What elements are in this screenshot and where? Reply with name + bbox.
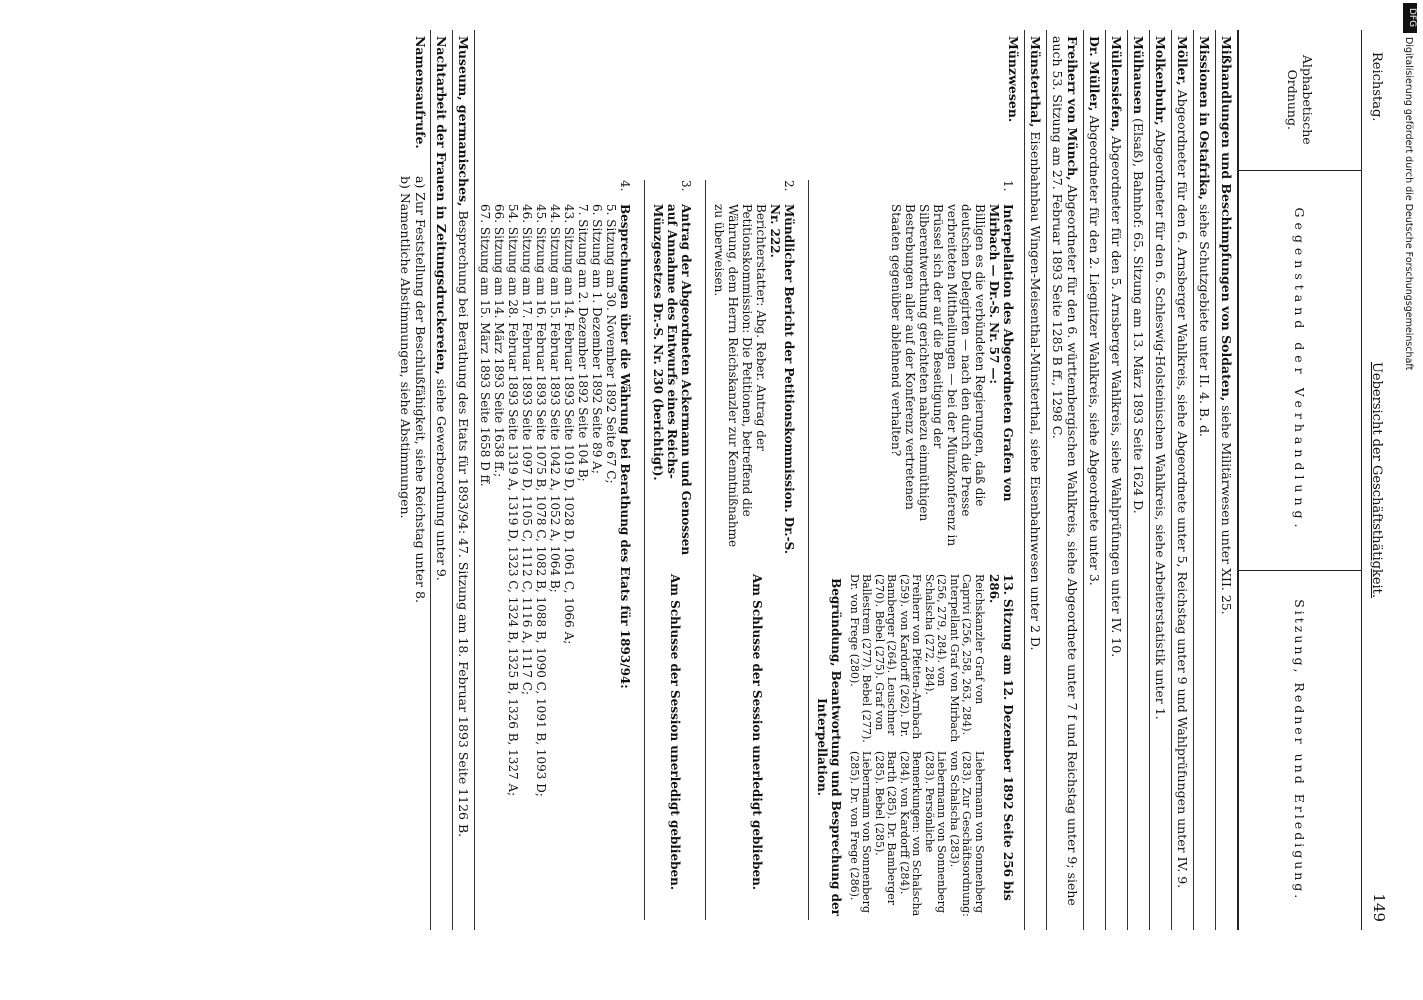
entry-key: Missionen in Ostafrika,	[1197, 36, 1212, 201]
entry-row	[431, 30, 453, 930]
entry-row	[1172, 30, 1194, 930]
entry-row	[1194, 30, 1216, 930]
sub-entry-a: a) Zur Feststellung der Beschlußfähigkeit, siehe Reichstag unter 8.	[413, 176, 429, 603]
outcome: Begründung, Beantwortung und Besprechung der Interpellation.	[815, 578, 844, 916]
dfg-logo: DFG	[1403, 3, 1417, 33]
list-item: 67. Sitzung am 15. März 1893 Seite 1658 D ff.	[478, 204, 493, 487]
entry-text: (Elsaß), Bahnhof: 65. Sitzung am 13. März 1893 Seite 1624 D.	[1131, 118, 1146, 514]
dfg-credit: Digitalisierung gefördert durch die Deutsche Forschungsgemeinschaft	[1403, 37, 1414, 371]
session-list	[479, 204, 619, 797]
list-item: 7. Sitzung am 2. Dezember 1892 Seite 104 B;	[576, 204, 591, 482]
entry-text: Abgeordneter für den 2. Liegnitzer Wahlkreis, siehe Abgeordnete unter 3.	[1087, 115, 1102, 586]
entry-text: Eisenbahnbau Wingen-Meisenthal-Münsterthal, siehe Eisenbahnwesen unter 2 D.	[1028, 131, 1043, 651]
entry-key: Nachtarbeit der Frauen in Zeitungsdruckereien,	[434, 36, 450, 375]
header-left: Reichstag.	[1369, 52, 1384, 122]
list-item: 44. Sitzung am 15. Februar 1893 Seite 1042 A, 1052 A, 1064 B;	[548, 204, 563, 593]
entry-key: Müllensiefen,	[1109, 36, 1124, 132]
muenzwesen-body	[475, 170, 1025, 930]
entry-text: Abgeordneter für den 6. Schleswig-Holsteinischen Wahlkreis, siehe Arbeiterstatistik unter 1.	[1153, 129, 1168, 720]
entry-row	[1106, 30, 1128, 930]
entry-row	[1128, 30, 1150, 930]
divider	[809, 180, 810, 920]
divider	[645, 180, 646, 920]
entry-text: Abgeordneter für den 6. württembergischen Wahlkreis, siehe Abgeordnete unter 7 f und Reichstag unter 9; siehe auch 53. Sitzung am 27. Februar 1893 Seite 1285 B ff., 1298 C.	[1050, 36, 1080, 906]
entry-key: Mißhandlungen und Beschimpfungen von Soldaten,	[1219, 36, 1234, 402]
interpellation-body: Billigen es die verbündeten Regierungen, daß die deutschen Delegirten — nach den durch die Presse verbreiteten Mittheilungen — bei der Münzkonferenz in Brüssel sich der auf die Beseitigung der Silberentwerthung gerichteten nahezu einmüthigen Bestrebungen aller auf der Konferenz vertretenen Staaten gegenüber ablehnend verhalten?	[889, 204, 987, 547]
entry-text: Besprechung bei Berathung des Etats für 1893/94: 47. Sitzung am 18. Februar 1893 Seite 1126 B.	[456, 210, 472, 838]
discussion-title: Besprechungen über die Währung bei Berathung des Etats für 1893/94:	[618, 204, 633, 689]
entry-row	[453, 30, 475, 930]
column-header-subject: Gegenstand der Verhandlung.	[1238, 170, 1361, 570]
page-header	[1361, 30, 1388, 930]
speakers-right: Liebermann von Sonnenberg (283). Zur Geschäftsordnung: von Schalscha (283). Liebermann von Sonnenberg (283). Persönliche Bemerkungen: von Schalscha (284). von Kardorff (284). Barth (285). Dr. Bamberger (285). Bebel (285). Liebermann von Sonnenberg (285). Dr. von Frege (286).	[848, 751, 986, 917]
muenzwesen-block	[475, 30, 1025, 930]
session-ref: 13. Sitzung am 12. Dezember 1892 Seite 256 bis 286.	[987, 574, 1015, 901]
entry-text: Abgeordneter für den 5. Arnsberger Wahlkreis, siehe Wahlprüfungen unter IV. 10.	[1109, 135, 1124, 658]
dfg-stamp	[1403, 3, 1417, 997]
entry-key: Museum, germanisches,	[456, 36, 472, 207]
muenzwesen-key-cell	[475, 30, 1025, 170]
column-header-alphabetic: Alphabetische Ordnung.	[1238, 30, 1361, 170]
list-item: 5. Sitzung am 30. November 1892 Seite 67 C;	[604, 204, 619, 484]
entry-key: Münzwesen.	[1006, 36, 1021, 123]
entry-text: Abgeordneter für den 6. Arnsberger Wahlkreis, siehe Abgeordnete unter 5, Reichstag unter 9 und Wahlprüfungen unter IV. 9.	[1175, 89, 1190, 889]
entry-key: Dr. Müller,	[1087, 36, 1102, 112]
speakers-left: Reichskanzler Graf von Caprivi (256, 258, 263, 284). Interpellant Graf von Mirbach (256, 279, 284). von Schalscha (272, 284). Freiherr von Pfetten-Arnbach (259). von Kardorff (262). Dr. Bamberger (264). Leuschner (270). Bebel (275). Graf von Ballestrem (277). Bebel (277). Dr. von Frege (280).	[848, 574, 986, 743]
entry-row	[1084, 30, 1106, 930]
entry-key: Molkenbuhr,	[1153, 36, 1168, 126]
entry-key: Münsterthal,	[1028, 36, 1043, 128]
entry-text: siehe Militärwesen unter XII. 25.	[1219, 405, 1234, 615]
column-header-row	[1238, 30, 1361, 930]
muenz-item-3: 3. Antrag der Abgeordneten Ackermann und Genossen auf Annahme des Entwurfs eines Reichs-Münzgesetzes Dr.-S. Nr. 230 (berichtigt). Am Schlusse der Session unerledigt geblieben.	[651, 180, 694, 891]
divider	[706, 180, 707, 920]
list-item: 46. Sitzung am 17. Februar 1893 Seite 1097 D, 1105 C, 1112 C, 1116 A, 1117 C;	[520, 204, 535, 696]
entry-row	[1216, 30, 1239, 930]
outcome: Am Schlusse der Session unerledigt geblieben.	[668, 574, 683, 891]
report-body: Berichterstatter: Abg. Reber. Antrag der Petitionskommission: Die Petitionen, betreffend die Währung, dem Herrn Reichskanzler zur Kenntnißnahme zu überweisen.	[712, 204, 769, 548]
list-item: 43. Sitzung am 14. Februar 1893 Seite 1019 D, 1028 D, 1061 C, 1066 A;	[562, 204, 577, 645]
outcome: Am Schlusse der Session unerledigt geblieben.	[750, 574, 765, 891]
muenz-item-2: 2. Mündlicher Bericht der Petitionskommission. Dr.-S. Nr. 222. Berichterstatter: Abg. Reber. Antrag der Petitionskommission: Die Petitionen, betreffend die Währung, dem Herrn Reichskanzler zur Kenntnißnahme zu überweisen. Am Schlusse der Session unerledigt geblieben.	[712, 180, 797, 891]
entry-key: Namensaufrufe.	[413, 36, 429, 149]
column-header-session: Sitzung, Redner und Erledigung.	[1238, 570, 1361, 930]
report-title: Mündlicher Bericht der Petitionskommission. Dr.-S. Nr. 222.	[768, 204, 797, 554]
muenz-item-1: 1. Interpellation des Abgeordneten Grafen von Mirbach — Dr.-S. Nr. 57 —: Billigen es die verbündeten Regierungen, daß die deutschen Delegirten — nach den durch die Presse verbreiteten Mittheilungen — bei der Münzkonferenz in Brüssel sich der auf die Beseitigung der Silberentwerthung gerichteten nahezu einmüthigen Bestrebungen aller auf der Konferenz vertretenen Staaten gegenüber ablehnend verhalten? 13. Sitzung am 12. Dezember 1892 Seite 256 bis 286. Reichskanzler Graf von Caprivi (256, 258, 263, 284). Interpellant Graf von Mirbach (256, 279, 284). von Schalscha (272, 284). Freiherr von Pfetten-Arnbach (259). von Kardorff (262). Dr. Bamberger (264). Leuschner (270). Bebel (275). Graf von Ballestrem (277). Bebel (277). Dr. von Frege (280). Liebermann von Sonnenberg (283). Zur Geschäftsordnung: von Schalscha (283). Liebermann von Sonnenberg (283). Persönliche Bemerkungen: von Schalscha (284). von Kardorff (284). Barth (285). Dr. Bamberger (285). Bebel (285). Liebermann von Sonnenberg (285). Dr. von Frege (286). Begründung, Beantwortung und Besprechung der Interpellation. 2. Mündlicher Bericht der Petitionskommission. Dr.-S. Nr. 222. Berichterstatter: Abg. Reber. Antrag der Petitionskommission: Die Petitionen, betreffend die Währung, dem Herrn Reichskanzler zur Kenntnißnahme zu überweisen. Am Schlusse der Session unerledigt geblieben. 3. Antrag der Abgeordneten Ackermann und Genossen auf Annahme des Entwurfs eines Reichs-Münzgesetzes Dr.-S. Nr. 230 (berichtigt). Am Schlusse der Session unerledigt geblieben. 4. Besprechungen über die Währung bei Berathung des Etats für 1893/94: 5. Sitzung am 30. November 1892 Seite 67 C; 6. Sitzung am 1. Dezember 1892 Seite 89 A; 7. Sitzung am 2. Dezember 1892 Seite 104 B; 43. Sitzung am 14. Februar 1893 Seite 1019 D, 1028 D, 1061 C, 1066 A; 44. Sitzung am 15. Februar 1893 Seite 1042 A, 1052 A, 1064 B; 45. Sitzung am 16. Februar 1893 Seite 1075 B, 1078 C, 1082 B, 1088 B, 1090 C, 1091 B, 1093 D; 46. Sitzung am 17. Februar 1893 Seite 1097 D, 1105 C, 1112 C, 1116 A, 1117 C; 54. Sitzung am 28. Februar 1893 Seite 1319 A, 1319 D, 1323 C, 1324 B, 1325 B, 1326 B, 1327 A; 66. Sitzung am 14. März 1893 Seite 1638 ff.; 67. Sitzung am 15. März 1893 Seite 1658 D ff.	[479, 176, 1022, 924]
page-number: 149	[1370, 893, 1388, 922]
entry-row	[1150, 30, 1172, 930]
entry-key: Möller,	[1175, 36, 1190, 86]
index-table	[397, 30, 1362, 930]
entry-text: siehe Schutzgebiete unter II. 4. B. d.	[1197, 204, 1212, 438]
entry-row	[397, 30, 432, 930]
list-item: 54. Sitzung am 28. Februar 1893 Seite 1319 A, 1319 D, 1323 C, 1324 B, 1325 B, 1326 B, 1327 A;	[506, 204, 521, 797]
list-item: 45. Sitzung am 16. Februar 1893 Seite 1075 B, 1078 C, 1082 B, 1088 B, 1090 C, 1091 B, 1093 D;	[534, 204, 549, 797]
entry-row	[1047, 30, 1084, 930]
muenz-item-4: 4. Besprechungen über die Währung bei Berathung des Etats für 1893/94: 5. Sitzung am 30. November 1892 Seite 67 C; 6. Sitzung am 1. Dezember 1892 Seite 89 A; 7. Sitzung am 2. Dezember 1892 Seite 104 B; 43. Sitzung am 14. Februar 1893 Seite 1019 D, 1028 D, 1061 C, 1066 A; 44. Sitzung am 15. Februar 1893 Seite 1042 A, 1052 A, 1064 B; 45. Sitzung am 16. Februar 1893 Seite 1075 B, 1078 C, 1082 B, 1088 B, 1090 C, 1091 B, 1093 D; 46. Sitzung am 17. Februar 1893 Seite 1097 D, 1105 C, 1112 C, 1116 A, 1117 C; 54. Sitzung am 28. Februar 1893 Seite 1319 A, 1319 D, 1323 C, 1324 B, 1325 B, 1326 B, 1327 A; 66. Sitzung am 14. März 1893 Seite 1638 ff.; 67. Sitzung am 15. März 1893 Seite 1658 D ff.	[478, 180, 633, 797]
entry-key: Mülhausen	[1131, 36, 1146, 115]
list-item: 66. Sitzung am 14. März 1893 Seite 1638 ff.;	[492, 204, 507, 478]
header-title: Uebersicht der Geschäftsthätigkeit.	[1369, 361, 1384, 599]
sub-entry-b: b) Namentliche Abstimmungen, siehe Abstimmungen.	[398, 176, 414, 519]
list-item: 6. Sitzung am 1. Dezember 1892 Seite 89 A;	[590, 204, 605, 474]
interpellation-title: Interpellation des Abgeordneten Grafen von Mirbach — Dr.-S. Nr. 57 —:	[987, 204, 1015, 502]
entry-row	[1025, 30, 1047, 930]
motion-title: Antrag der Abgeordneten Ackermann und Genossen auf Annahme des Entwurfs eines Reichs-Münzgesetzes Dr.-S. Nr. 230 (berichtigt).	[651, 204, 694, 556]
entry-key: Freiherr von Münch,	[1065, 36, 1080, 181]
document-page	[53, 30, 1388, 930]
entry-text: siehe Gewerbeordnung unter 9.	[434, 378, 450, 581]
